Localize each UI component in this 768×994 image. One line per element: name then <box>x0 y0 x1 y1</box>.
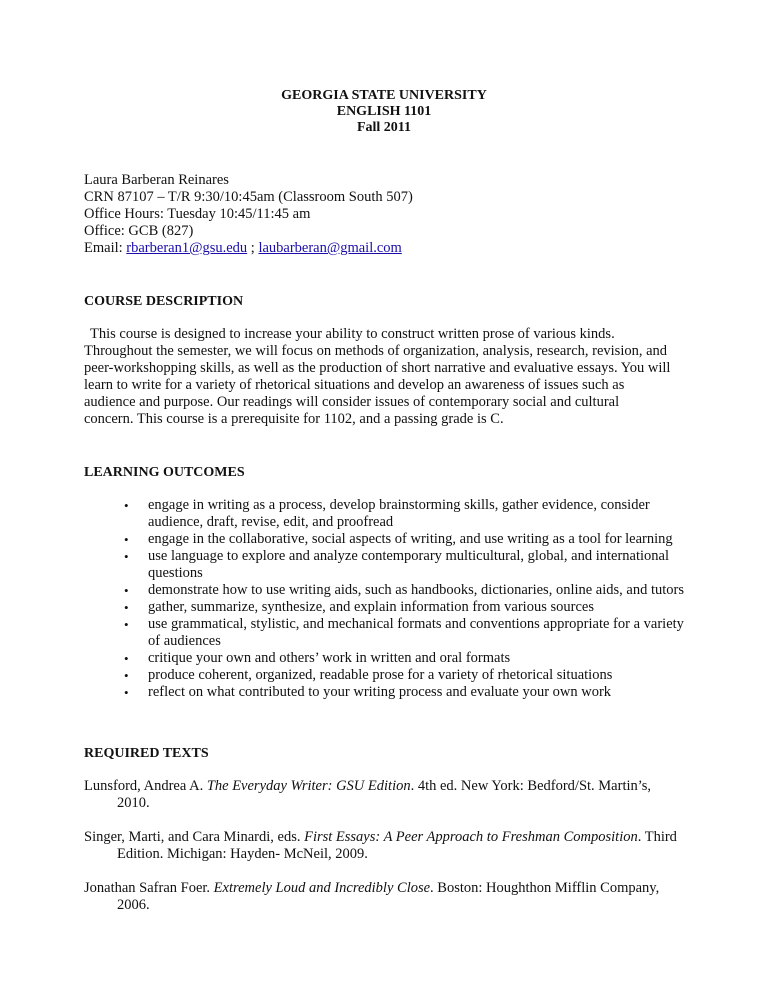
course-description-line: audience and purpose. Our readings will consider issues of contemporary social and cultural <box>84 394 620 410</box>
reference-title: Extremely Loud and Incredibly Close <box>213 880 431 896</box>
outcome-text: critique your own and others’ work in written and oral formats <box>148 650 511 666</box>
course-description-line: learn to write for a variety of rhetorical situations and develop an awareness of issues such as <box>84 377 625 393</box>
document-header <box>84 88 684 136</box>
bullet-icon: • <box>124 668 129 683</box>
reference-details: . Third Edition. Michigan: Hayden- McNeil, 2009. <box>117 829 677 862</box>
course-description-heading: COURSE DESCRIPTION <box>84 294 244 309</box>
outcome-text: use language to explore and analyze contemporary multicultural, global, and international questions <box>148 548 670 581</box>
crn-line: CRN 87107 – T/R 9:30/10:45am (Classroom South 507) <box>84 189 413 205</box>
reference-details: . Boston: Houghthon Mifflin Company, 2006. <box>117 880 660 913</box>
list-item <box>124 531 684 548</box>
email-separator: ; <box>247 240 259 256</box>
bullet-icon: • <box>124 532 129 547</box>
outcome-text: engage in the collaborative, social aspects of writing, and use writing as a tool for learning <box>148 531 673 547</box>
bullet-icon: • <box>124 617 129 632</box>
list-item <box>124 582 685 599</box>
reference-title: First Essays: A Peer Approach to Freshman Composition <box>304 829 638 845</box>
outcome-text: produce coherent, organized, readable prose for a variety of rhetorical situations <box>148 667 613 683</box>
course-description-line: peer-workshopping skills, as well as the production of short narrative and evaluative essays. You will <box>84 360 671 376</box>
bullet-icon: • <box>124 583 129 598</box>
reference-entry <box>84 778 684 812</box>
email-line <box>84 240 684 257</box>
instructor-name: Laura Barberan Reinares <box>84 172 229 188</box>
email-link-secondary[interactable]: laubarberan@gmail.com <box>258 240 402 256</box>
reference-entry <box>84 829 684 863</box>
reference-details: . 4th ed. New York: Bedford/St. Martin’s, 2010. <box>117 778 652 811</box>
list-item <box>124 497 684 531</box>
list-item <box>124 616 684 650</box>
university-title: GEORGIA STATE UNIVERSITY <box>281 88 487 103</box>
reference-author: Singer, Marti, and Cara Minardi, eds. <box>84 829 305 845</box>
reference-author: Lunsford, Andrea A. <box>84 778 207 794</box>
bullet-icon: • <box>124 498 129 513</box>
outcome-text: use grammatical, stylistic, and mechanical formats and conventions appropriate for a variety of audiences <box>148 616 684 649</box>
course-description-line: concern. This course is a prerequisite for 1102, and a passing grade is C. <box>84 411 504 427</box>
bullet-icon: • <box>124 651 129 666</box>
reference-author: Jonathan Safran Foer. <box>84 880 214 896</box>
outcome-text: gather, summarize, synthesize, and explain information from various sources <box>148 599 594 615</box>
course-description-line: This course is designed to increase your ability to construct written prose of various kinds. <box>90 326 615 342</box>
list-item <box>124 599 684 616</box>
list-item <box>124 667 684 684</box>
outcome-text: demonstrate how to use writing aids, such as handbooks, dictionaries, online aids, and tutors <box>148 582 685 598</box>
bullet-icon: • <box>124 685 129 700</box>
course-title: ENGLISH 1101 <box>336 104 432 119</box>
instructor-info <box>84 172 684 257</box>
term-title: Fall 2011 <box>356 120 412 135</box>
email-link-primary[interactable]: rbarberan1@gsu.edu <box>126 240 248 256</box>
outcome-text: reflect on what contributed to your writing process and evaluate your own work <box>148 684 612 700</box>
learning-outcomes-list <box>84 497 684 701</box>
learning-outcomes-heading: LEARNING OUTCOMES <box>84 465 245 480</box>
bullet-icon: • <box>124 600 129 615</box>
outcome-text: engage in writing as a process, develop brainstorming skills, gather evidence, consider audience, draft, revise, edit, and proofread <box>148 497 650 530</box>
list-item <box>124 548 684 582</box>
list-item <box>124 650 684 667</box>
course-description-body <box>84 326 684 428</box>
list-item <box>124 684 684 701</box>
office-line: Office: GCB (827) <box>84 223 194 239</box>
email-label: Email: <box>84 240 127 256</box>
bullet-icon: • <box>124 549 129 564</box>
course-description-line: Throughout the semester, we will focus on methods of organization, analysis, research, revision, and <box>84 343 668 359</box>
office-hours-line: Office Hours: Tuesday 10:45/11:45 am <box>84 206 311 222</box>
reference-title: The Everyday Writer: GSU Edition <box>206 778 411 794</box>
required-texts-heading: REQUIRED TEXTS <box>84 746 209 761</box>
reference-entry <box>84 880 684 914</box>
